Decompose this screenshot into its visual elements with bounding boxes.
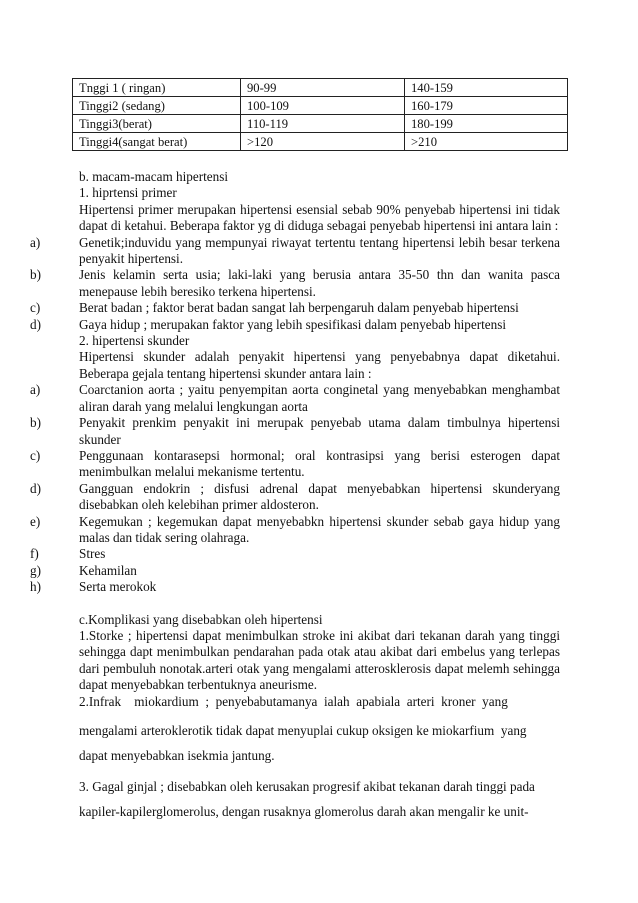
table-cell: 100-109 (241, 97, 405, 115)
primary-intro: Hipertensi primer merupakan hipertensi esensial sebab 90% penyebab hipertensi ini tidak dapat di ketahui. Beberapa faktor yg di diduga sebagai penyebab hipertensi ini antara lain : (79, 201, 560, 234)
table-cell: >210 (405, 133, 568, 151)
list-item-text: Gangguan endokrin ; disfusi adrenal dapat menyebabkan hipertensi skunderyang disebabkan oleh kelebihan primer aldosteron. (79, 480, 560, 513)
table-cell: 180-199 (405, 115, 568, 133)
table-cell: Tnggi 1 ( ringan) (73, 79, 241, 97)
list-marker: e) (30, 513, 41, 529)
table-cell: 110-119 (241, 115, 405, 133)
secondary-heading: 2. hipertensi skunder (79, 333, 190, 349)
table-cell: 90-99 (241, 79, 405, 97)
hypertension-classification-table (72, 78, 568, 151)
list-marker: b) (30, 267, 41, 283)
list-item (0, 317, 560, 333)
primary-heading: 1. hiprtensi primer (79, 185, 177, 201)
list-item (0, 267, 560, 300)
section-c-heading: c.Komplikasi yang disebabkan oleh hipertensi (79, 611, 323, 627)
complication-infark-line-3: dapat menyebabkan isekmia jantung. (79, 748, 275, 763)
table-cell: 160-179 (405, 97, 568, 115)
complication-infark-line-1: 2.Infrak miokardium ; penyebabutamanya ialah apabiala arteri kroner yang (79, 693, 508, 709)
complication-infark-line-2: mengalami arteroklerotik tidak dapat menyuplai cukup oksigen ke miokarfium yang (79, 723, 527, 738)
list-item-text: Berat badan ; faktor berat badan sangat lah berpengaruh dalam penyebab hipertensi (79, 300, 519, 316)
table-row (73, 79, 568, 97)
list-item (0, 546, 560, 562)
list-item (0, 579, 560, 595)
list-item-text: Serta merokok (79, 579, 157, 595)
table-cell: Tinggi4(sangat berat) (73, 133, 241, 151)
complication-renal-line-1: 3. Gagal ginjal ; disebabkan oleh kerusakan progresif akibat tekanan darah tinggi pada (79, 779, 535, 794)
section-b-heading: b. macam-macam hipertensi (79, 169, 229, 184)
paragraph-spacer (0, 596, 638, 612)
table-row (73, 115, 568, 133)
table-cell: >120 (241, 133, 405, 151)
list-item-text: Penggunaan kontarasepsi hormonal; oral kontrasipsi yang berisi esterogen dapat menimbulkan melalui mekanisme tertentu. (79, 447, 560, 480)
list-item-text: Kegemukan ; kegemukan dapat menyebabkn hipertensi skunder sebab gaya hidup yang malas dan tidak sering olahraga. (79, 513, 560, 545)
list-marker: g) (30, 562, 41, 578)
list-item-text: Kehamilan (79, 562, 137, 578)
table-row (73, 133, 568, 151)
list-item (0, 235, 560, 268)
table-cell: Tinggi2 (sedang) (73, 97, 241, 115)
list-item (0, 448, 560, 481)
list-marker: a) (30, 234, 41, 250)
complication-stroke: 1.Storke ; hipertensi dapat menimbulkan stroke ini akibat dari tekanan darah yang tinggi sehingga dapt menimbulkan pendarahan pada otak atau akibat dari embelus yang terlepas dari pembuluh nonotak.arteri otak yang mengalami atterosklerosis dapat melemh sehingga dapat menyebabkan terbentuknya aneurisme. (79, 627, 560, 693)
list-marker: a) (30, 382, 41, 398)
list-marker: h) (30, 579, 41, 595)
secondary-intro: Hipertensi skunder adalah penyakit hipertensi yang penyebabnya dapat diketahui. Beberapa gejala tentang hipertensi skunder antara lain : (79, 349, 560, 381)
list-item (0, 382, 560, 415)
list-item (0, 481, 560, 514)
list-marker: c) (30, 447, 41, 463)
list-marker: d) (30, 480, 41, 496)
list-item-text: Genetik;induvidu yang mempunyai riwayat tertentu tentang hipertensi lebih besar terkena penyakit hipertensi. (79, 234, 560, 267)
list-marker: b) (30, 415, 41, 431)
list-item-text: Coarctanion aorta ; yaitu penyempitan aorta conginetal yang menyebabkan menghambat aliran darah yang melalui lengkungan aorta (79, 382, 560, 414)
list-item-text: Gaya hidup ; merupakan faktor yang lebih spesifikasi dalam penyebab hipertensi (79, 316, 506, 332)
table-row (73, 97, 568, 115)
table-cell: 140-159 (405, 79, 568, 97)
list-item-text: Jenis kelamin serta usia; laki-laki yang berusia antara 35-50 thn dan wanita pasca menepause lebih beresiko terkena hipertensi. (79, 267, 560, 299)
list-item (0, 415, 560, 448)
complication-renal-line-2: kapiler-kapilerglomerolus, dengan rusaknya glomerolus darah akan mengalir ke unit- (79, 804, 529, 819)
list-item (0, 563, 560, 579)
list-marker: d) (30, 316, 41, 332)
list-marker: f) (30, 546, 39, 562)
list-item-text: Penyakit prenkim penyakit ini merupak penyebab utama dalam timbulnya hipertensi skunder (79, 415, 560, 447)
list-item (0, 514, 560, 547)
document-body (0, 169, 638, 824)
table-cell: Tinggi3(berat) (73, 115, 241, 133)
list-item-text: Stres (79, 546, 106, 562)
list-marker: c) (30, 300, 41, 316)
list-item (0, 300, 560, 316)
